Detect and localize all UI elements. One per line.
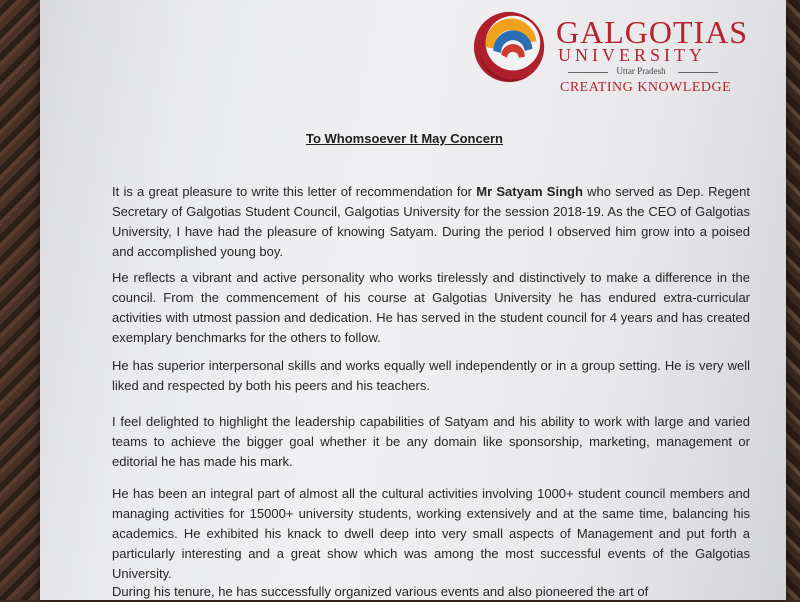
paragraph-tenure: During his tenure, he has successfully organized various events and also pioneered the art of <box>112 584 649 599</box>
swirl-logo-icon <box>472 8 550 86</box>
divider <box>678 72 718 73</box>
letter-heading: To Whomsoever It May Concern <box>306 131 503 146</box>
recipient-name: Mr Satyam Singh <box>476 184 583 199</box>
paragraph-activities: He has been an integral part of almost all the cultural activities involving 1000+ student council members and managing activities for 15000+ university students, working extensively and at the same time, balancing his academics. He exhibited his knack to dwell deep into very small aspects of Management and put forth a particularly interesting and a great show which was among the most successful events of the Galgotias University. <box>112 486 750 581</box>
brand-university: UNIVERSITY <box>558 45 706 65</box>
paragraph-intro <box>112 182 750 262</box>
paragraph-personality: He reflects a vibrant and active personality who works tirelessly and distinctively to make a difference in the council. From the commencement of his course at Galgotias University he has endured extra-curricular activities with utmost passion and dedication. He has served in the student council for 4 years and has created exemplary benchmarks for the others to follow. <box>112 270 750 345</box>
letter-page <box>40 0 786 600</box>
brand-name: GALGOTIAS <box>556 14 749 50</box>
paragraph-text: It is a great pleasure to write this letter of recommendation for <box>112 184 477 199</box>
brand-tagline: CREATING KNOWLEDGE <box>560 80 732 95</box>
paragraph-skills: He has superior interpersonal skills and works equally well independently or in a group setting. He is very well liked and respected by both his peers and his teachers. <box>112 358 750 393</box>
paragraph-leadership: I feel delighted to highlight the leadership capabilities of Satyam and his ability to work with large and varied teams to achieve the bigger goal whether it be any domain like sponsorship, marketing, management or editorial he has made his mark. <box>112 414 750 469</box>
brand-region: Uttar Pradesh <box>616 66 666 76</box>
university-logo <box>472 8 749 95</box>
paragraph-text: who served as Dep. Regent Secretary of Galgotias Student Council, Galgotias University for the session 2018-19. As the CEO of Galgotias University, I have had the pleasure of knowing Satyam. During the period I observed him grow into a poised and accomplished young boy. <box>112 184 750 259</box>
